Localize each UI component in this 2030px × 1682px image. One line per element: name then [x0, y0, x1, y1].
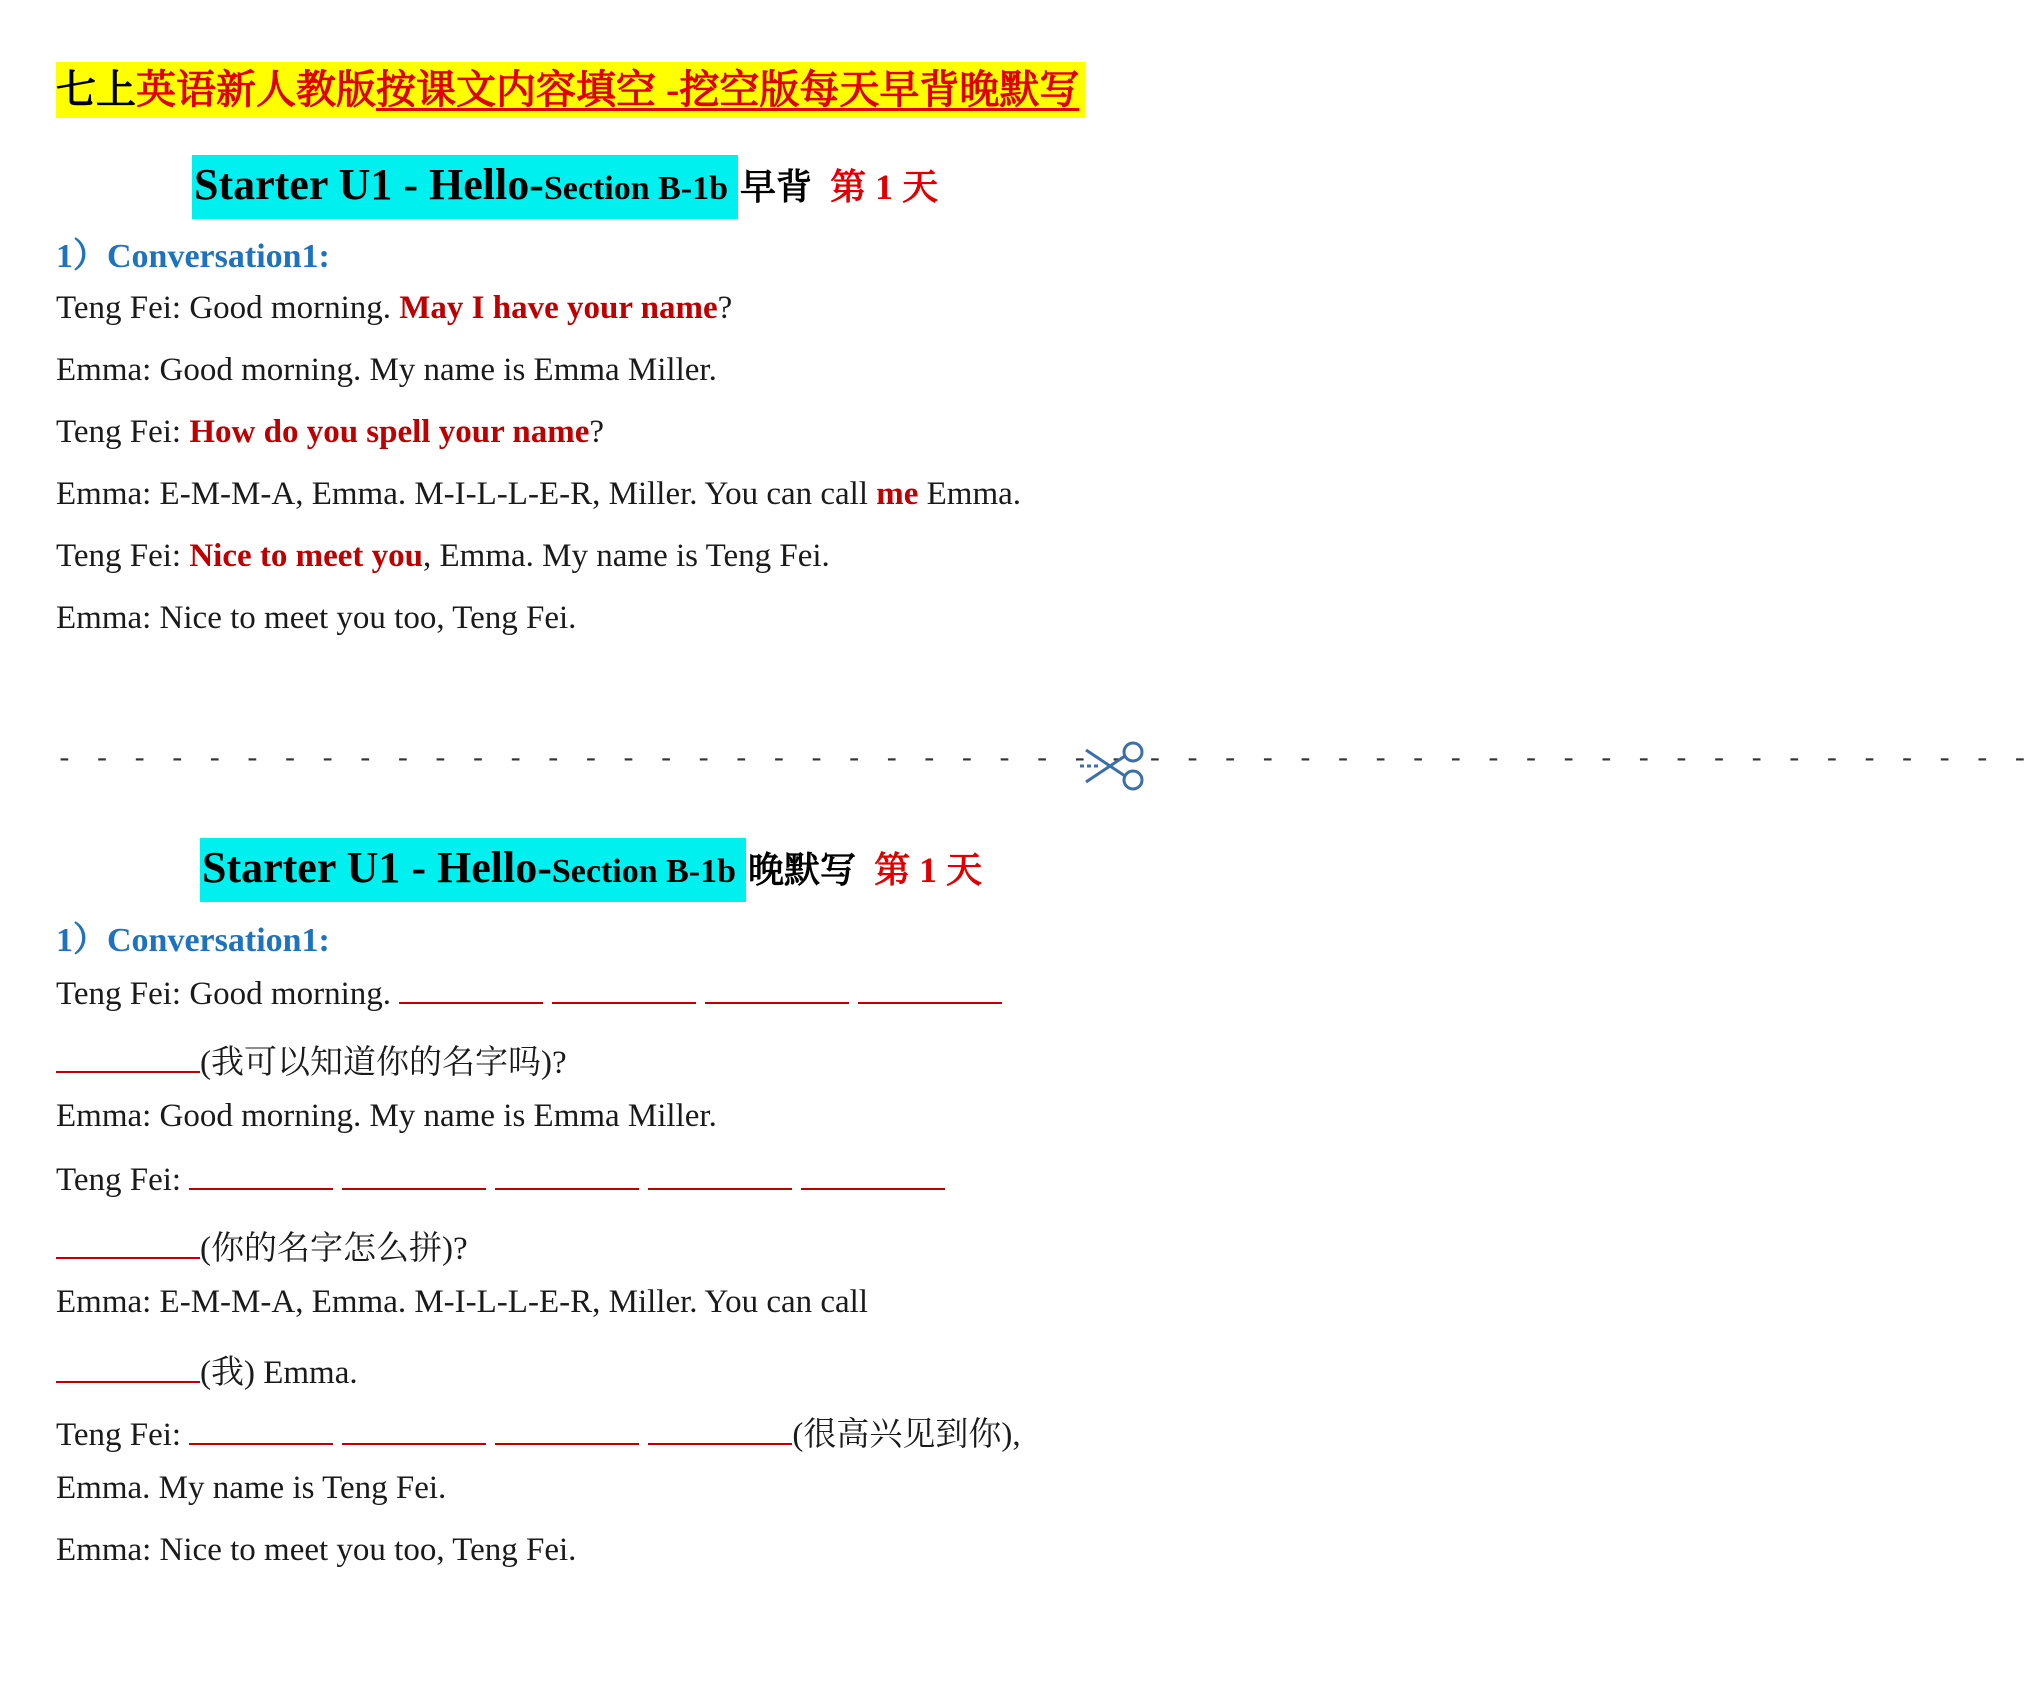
- answer-blank[interactable]: [342, 1415, 486, 1445]
- chinese-hint: (你的名字怎么拼)?: [200, 1231, 468, 1267]
- chinese-hint: (我) Emma.: [200, 1355, 358, 1391]
- answer-blank[interactable]: [495, 1415, 639, 1445]
- line-text: ?: [717, 290, 733, 326]
- scissors-icon: [1078, 738, 1148, 794]
- answer-blank[interactable]: [801, 1160, 945, 1190]
- evening-day-label: 第 1 天: [874, 850, 983, 890]
- morning-mode-label: 早背: [740, 167, 813, 207]
- line-text: Teng Fei:: [56, 1162, 190, 1198]
- morning-day-label: 第 1 天: [830, 167, 939, 207]
- line-text: Teng Fei: Good morning.: [56, 290, 400, 326]
- line-text: , Emma. My name is Teng Fei.: [423, 538, 830, 574]
- evening-unit-name: Starter U1 - Hello-: [202, 843, 552, 892]
- evening-mode-label: 晚默写: [748, 850, 857, 890]
- answer-blank[interactable]: [705, 974, 849, 1004]
- chinese-hint: (很高兴见到你),: [792, 1417, 1021, 1453]
- title-grade: 七上: [56, 67, 136, 112]
- cut-line: - - - - - - - - - - - - - - - - - - - - - - - - - - - - - - - - - - - - - - - - - - - - - - - - - - - - -: [56, 745, 2030, 776]
- answer-blank[interactable]: [189, 1160, 333, 1190]
- morning-conversation-label: 1）Conversation1:: [56, 238, 330, 275]
- line-text: Teng Fei:: [56, 538, 190, 574]
- line-text: Emma.: [918, 476, 1022, 512]
- evening-line-1: [56, 974, 1002, 1013]
- line-text: Teng Fei:: [56, 1417, 190, 1453]
- answer-text: May I have your name: [399, 290, 718, 326]
- answer-text: How do you spell your name: [189, 414, 590, 450]
- answer-blank[interactable]: [342, 1160, 486, 1190]
- evening-line-3-cont: [56, 1222, 468, 1269]
- morning-line-2: Emma: Good morning. My name is Emma Miller.: [56, 352, 717, 388]
- evening-line-5: [56, 1408, 1021, 1455]
- evening-line-1-cont: [56, 1036, 567, 1083]
- morning-section-title: [192, 155, 938, 215]
- morning-line-5: [56, 538, 830, 575]
- chinese-hint: (我可以知道你的名字吗)?: [200, 1045, 567, 1081]
- morning-line-1: [56, 290, 732, 327]
- evening-section-name: Section B-1b: [551, 853, 737, 890]
- title-subject: 英语新人教版: [136, 67, 376, 112]
- answer-blank[interactable]: [56, 1043, 200, 1073]
- line-text: Emma: E-M-M-A, Emma. M-I-L-L-E-R, Miller. You can call: [56, 476, 877, 512]
- answer-blank[interactable]: [56, 1229, 200, 1259]
- morning-line-3: [56, 414, 604, 451]
- answer-blank[interactable]: [648, 1415, 792, 1445]
- evening-section-title: [200, 838, 982, 898]
- line-text: ?: [589, 414, 605, 450]
- evening-line-4: Emma: E-M-M-A, Emma. M-I-L-L-E-R, Miller. You can call: [56, 1284, 868, 1320]
- worksheet-title: [56, 62, 1085, 118]
- line-text: Teng Fei:: [56, 414, 190, 450]
- answer-text: Nice to meet you: [189, 538, 424, 574]
- morning-line-6: Emma: Nice to meet you too, Teng Fei.: [56, 600, 577, 636]
- evening-line-5-cont: Emma. My name is Teng Fei.: [56, 1470, 447, 1506]
- morning-section-name: Section B-1b: [543, 170, 729, 207]
- answer-blank[interactable]: [495, 1160, 639, 1190]
- evening-line-6: Emma: Nice to meet you too, Teng Fei.: [56, 1532, 577, 1568]
- answer-blank[interactable]: [56, 1353, 200, 1383]
- answer-blank[interactable]: [399, 974, 543, 1004]
- title-description: 按课文内容填空 -挖空版每天早背晚默写: [376, 67, 1080, 112]
- answer-blank[interactable]: [648, 1160, 792, 1190]
- answer-blank[interactable]: [858, 974, 1002, 1004]
- evening-line-3: [56, 1160, 945, 1199]
- evening-line-4-cont: [56, 1346, 358, 1393]
- morning-unit-highlight: [192, 155, 738, 219]
- answer-text: me: [876, 476, 919, 512]
- evening-conversation-label: 1）Conversation1:: [56, 922, 330, 959]
- line-text: Teng Fei: Good morning.: [56, 976, 400, 1012]
- evening-unit-highlight: [200, 838, 746, 902]
- morning-line-4: [56, 476, 1021, 513]
- morning-unit-name: Starter U1 - Hello-: [194, 160, 544, 209]
- answer-blank[interactable]: [189, 1415, 333, 1445]
- evening-line-2: Emma: Good morning. My name is Emma Miller.: [56, 1098, 717, 1134]
- answer-blank[interactable]: [552, 974, 696, 1004]
